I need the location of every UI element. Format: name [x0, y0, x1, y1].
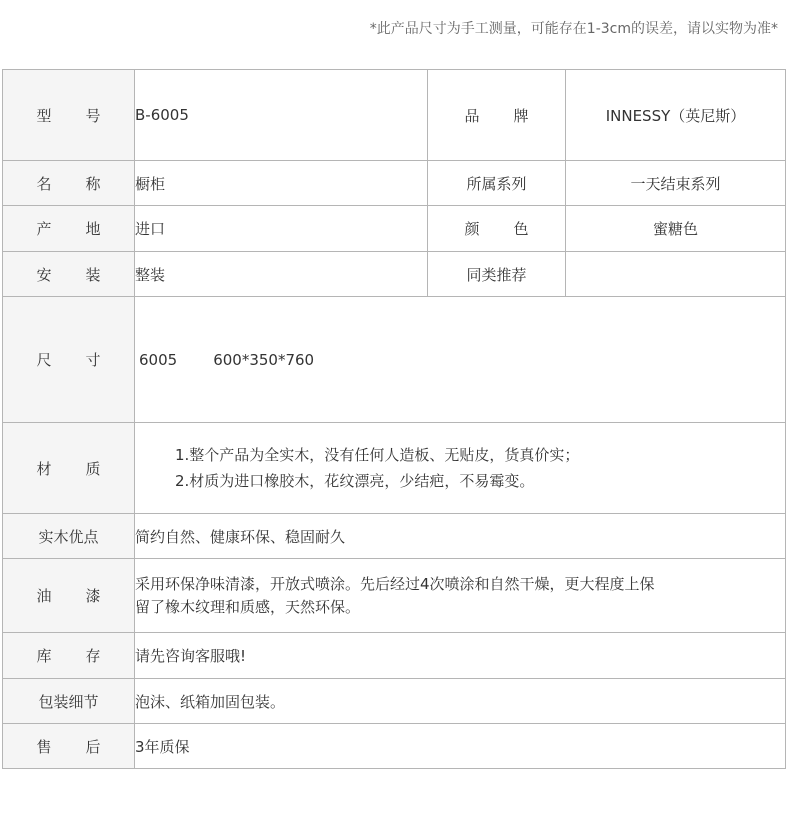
packing-label: 包装细节: [3, 679, 135, 724]
similar-label: 同类推荐: [428, 252, 566, 297]
table-row: [3, 206, 786, 252]
brand-value: INNESSY（英尼斯）: [566, 70, 786, 161]
material-value: [135, 423, 786, 514]
install-value: 整装: [135, 252, 428, 297]
stock-value: 请先咨询客服哦!: [135, 633, 786, 679]
size-label: 尺 寸: [3, 297, 135, 423]
color-label: 颜 色: [428, 206, 566, 252]
material-line-1: 1.整个产品为全实木，没有任何人造板、无贴皮，货真价实；: [175, 446, 580, 464]
measurement-note: *此产品尺寸为手工测量，可能存在1-3cm的误差，请以实物为准*: [369, 21, 778, 37]
advantage-label: 实木优点: [3, 514, 135, 559]
table-row: [3, 423, 786, 514]
color-value: 蜜糖色: [566, 206, 786, 252]
packing-value: 泡沫、纸箱加固包装。: [135, 679, 786, 724]
table-row: [3, 297, 786, 423]
table-row: [3, 724, 786, 769]
similar-value[interactable]: [566, 252, 786, 297]
table-row: [3, 252, 786, 297]
size-model: 6005: [139, 350, 178, 369]
table-row: [3, 679, 786, 724]
aftersale-label: 售 后: [3, 724, 135, 769]
table-row: [3, 633, 786, 679]
name-label: 名 称: [3, 161, 135, 206]
stock-label: 库 存: [3, 633, 135, 679]
aftersale-value: 3年质保: [135, 724, 786, 769]
model-label: 型 号: [3, 70, 135, 161]
paint-value: [135, 559, 786, 633]
table-row: [3, 559, 786, 633]
table-row: [3, 70, 786, 161]
series-label: 所属系列: [428, 161, 566, 206]
series-value: 一天结束系列: [566, 161, 786, 206]
spec-table: [2, 69, 786, 769]
advantage-value: 简约自然、健康环保、稳固耐久: [135, 514, 786, 559]
size-dimensions: 600*350*760: [213, 350, 315, 369]
paint-line-1: 采用环保净味清漆，开放式喷涂。先后经过4次喷涂和自然干燥，更大程度上保: [135, 574, 655, 593]
model-value: B-6005: [135, 70, 428, 161]
size-value: [135, 297, 786, 423]
material-line-2: 2.材质为进口橡胶木，花纹漂亮，少结疤，不易霉变。: [175, 472, 535, 490]
table-row: [3, 514, 786, 559]
install-label: 安 装: [3, 252, 135, 297]
brand-label: 品 牌: [428, 70, 566, 161]
origin-value: 进口: [135, 206, 428, 252]
paint-label: 油 漆: [3, 559, 135, 633]
origin-label: 产 地: [3, 206, 135, 252]
material-label: 材 质: [3, 423, 135, 514]
name-value: 橱柜: [135, 161, 428, 206]
paint-line-2: 留了橡木纹理和质感，天然环保。: [135, 597, 361, 616]
table-row: [3, 161, 786, 206]
